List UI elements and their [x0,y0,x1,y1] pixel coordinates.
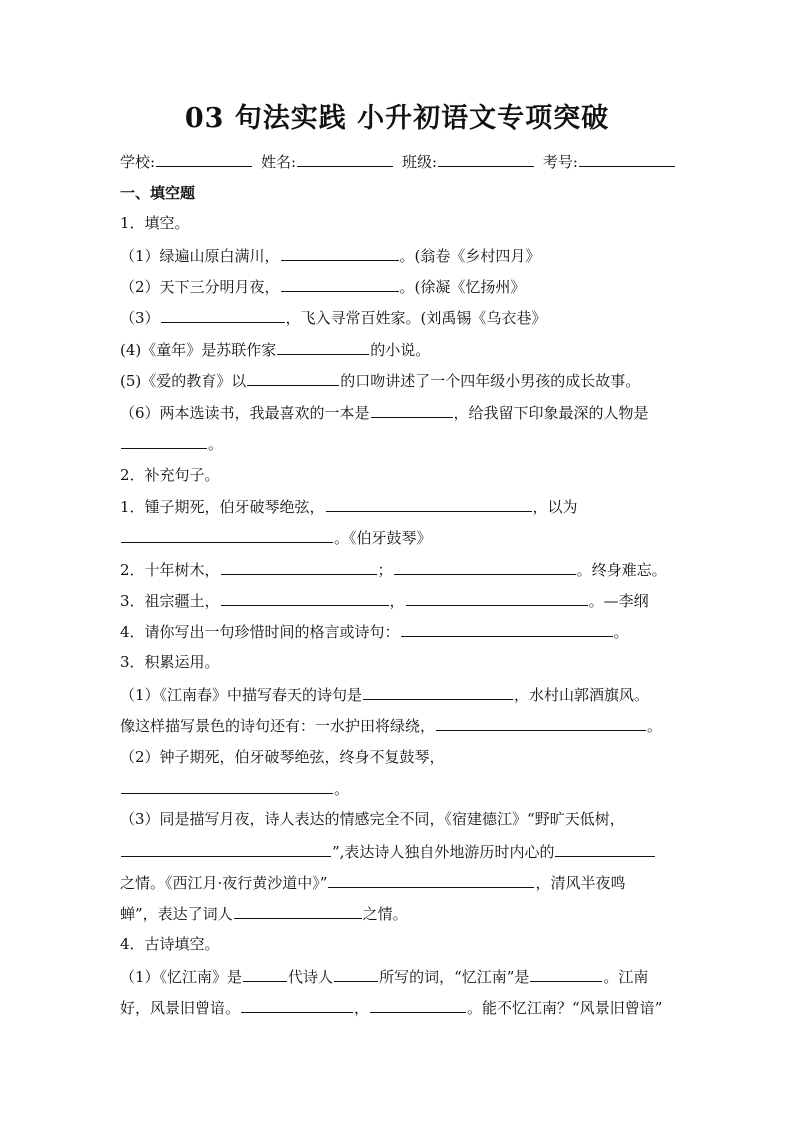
answer-blank[interactable] [530,966,602,982]
q1-item-6: （6）两本选读书，我最喜欢的一本是 ，给我留下印象最深的人物是 [120,404,649,422]
answer-blank[interactable] [121,433,207,449]
q1-item-5: (5)《爱的教育》以 的口吻讲述了一个四年级小男孩的成长故事。 [120,372,641,390]
answer-blank[interactable] [161,307,285,323]
answer-blank[interactable] [281,276,399,292]
answer-blank[interactable] [247,370,339,386]
answer-blank[interactable] [277,339,369,355]
q3-item-3-cont3: 蝉”，表达了词人 之情。 [120,905,408,923]
answer-blank[interactable] [555,841,655,857]
q3-item-3-cont: ”,表达诗人独自外地游历时内心的 [120,841,676,862]
question-3-heading: 3．积累运用。 [120,653,220,671]
q2-item-3: 3．祖宗疆土， ， 。—李纲 [120,592,649,610]
question-1-heading: 1．填空。 [120,214,190,232]
q1-item-1: （1）绿遍山原白满川， 。(翁卷《乡村四月》 [120,247,541,265]
answer-blank[interactable] [371,402,453,418]
student-info-row [120,151,676,172]
answer-blank[interactable] [221,559,377,575]
q3-item-1: （1）《江南春》中描写春天的诗句是 ，水村山郭酒旗风。 [120,686,650,704]
answer-blank[interactable] [121,527,333,543]
answer-blank[interactable] [121,841,331,857]
answer-blank[interactable] [406,590,588,606]
q2-item-1: 1．锺子期死，伯牙破琴绝弦， ，以为 [120,498,578,516]
q2-item-1-cont: 。《伯牙鼓琴》 [120,527,676,548]
page-title: 03 句法实践 小升初语文专项突破 [184,103,610,134]
question-2-heading: 2．补充句子。 [120,466,220,484]
answer-blank[interactable] [363,684,513,700]
q4-item-1-cont: 好，风景旧曾谙。 ， 。能不忆江南？“风景旧曾谙” [120,999,663,1017]
number-field[interactable]: 考号: [543,151,676,172]
q2-item-2: 2．十年树木， ； 。终身难忘。 [120,561,667,579]
answer-blank[interactable] [243,966,287,982]
q1-item-6-cont: 。 [120,433,676,454]
q3-item-3: （3）同是描写月夜，诗人表达的情感完全不同，《宿建德江》“野旷天低树， [120,810,625,828]
answer-blank[interactable] [436,715,646,731]
answer-blank[interactable] [221,590,389,606]
q1-item-2: （2）天下三分明月夜， 。(徐凝《忆扬州》 [120,278,526,296]
answer-blank[interactable] [121,778,333,794]
q1-item-3: （3） ，飞入寻常百姓家。(刘禹锡《乌衣巷》 [120,309,547,327]
answer-blank[interactable] [370,997,466,1013]
answer-blank[interactable] [234,903,362,919]
answer-blank[interactable] [281,245,399,261]
answer-blank[interactable] [328,872,534,888]
name-field[interactable]: 姓名: [261,151,394,172]
q2-item-4: 4．请你写出一句珍惜时间的格言或诗句： 。 [120,623,629,641]
q1-item-4: (4)《童年》是苏联作家 的小说。 [120,341,431,359]
section-heading: 一、填空题 [120,184,196,202]
answer-blank[interactable] [326,496,532,512]
answer-blank[interactable] [334,966,378,982]
answer-blank[interactable] [394,559,576,575]
school-field[interactable]: 学校: [120,151,253,172]
q3-item-1-cont: 像这样描写景色的诗句还有：一水护田将绿绕， 。 [120,717,663,735]
answer-blank[interactable] [241,997,353,1013]
q3-item-3-cont2: 之情。《西江月·夜行黄沙道中》” ，清风半夜鸣 [120,874,626,892]
class-field[interactable]: 班级: [402,151,535,172]
q3-item-2-cont: 。 [120,778,676,799]
answer-blank[interactable] [401,621,613,637]
q4-item-1: （1）《忆江南》是 代诗人 所写的词，“忆江南”是 。江南 [120,968,649,986]
question-4-heading: 4．古诗填空。 [120,935,220,953]
q3-item-2: （2）钟子期死，伯牙破琴绝弦，终身不复鼓琴， [120,748,445,766]
